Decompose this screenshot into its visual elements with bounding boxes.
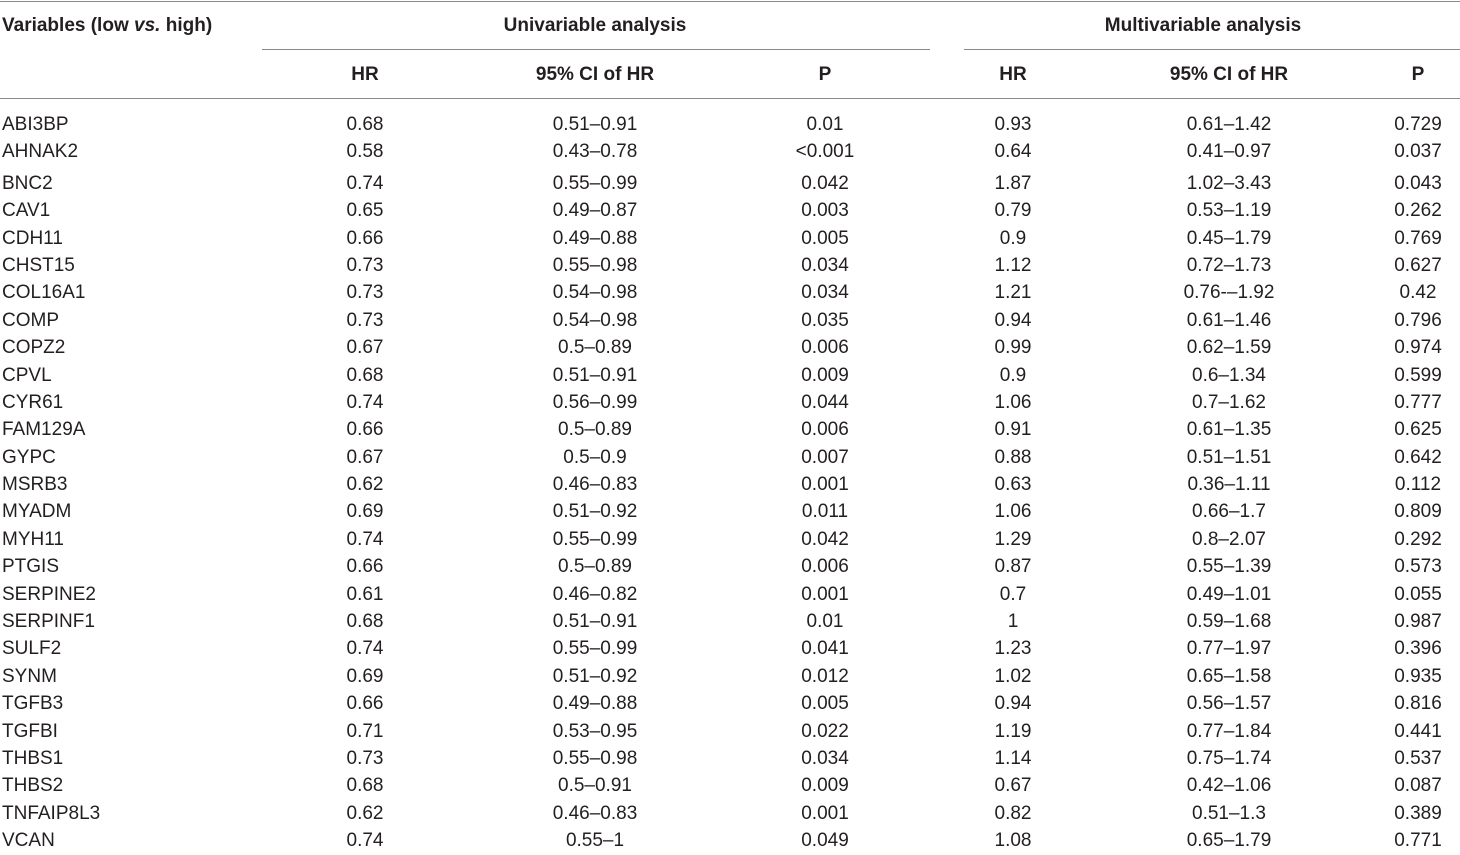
- uni-ci-cell: 0.56–0.99: [552, 391, 638, 413]
- multi-ci-cell: 0.72–1.73: [1186, 254, 1272, 276]
- table-row: [0, 663, 1460, 690]
- multi-p-cell: 0.809: [1394, 501, 1442, 523]
- uni-p-cell: 0.006: [801, 337, 849, 359]
- multi-p-cell: 0.796: [1394, 309, 1442, 331]
- multi-hr-cell: 0.9: [999, 364, 1027, 386]
- multi-p-cell: 0.987: [1394, 611, 1442, 633]
- uni-p-cell: 0.007: [801, 446, 849, 468]
- table-row: [0, 581, 1460, 608]
- multi-hr-cell: 0.64: [994, 141, 1032, 163]
- table-row: [0, 471, 1460, 498]
- variable-name: FAM129A: [2, 419, 86, 441]
- multi-ci-cell: 0.41–0.97: [1186, 141, 1272, 163]
- multi-ci-cell: 0.56–1.57: [1186, 693, 1272, 715]
- table-row: [0, 225, 1460, 252]
- uni-p-cell: 0.041: [801, 638, 849, 660]
- uni-hr-cell: 0.69: [346, 665, 384, 687]
- variable-name: SERPINE2: [2, 583, 96, 605]
- uni-ci-cell: 0.53–0.95: [552, 720, 638, 742]
- uni-ci-cell: 0.46–0.83: [552, 802, 638, 824]
- uni-ci-cell: 0.5–0.91: [558, 775, 632, 797]
- table-row: [0, 252, 1460, 279]
- table-row: [0, 772, 1460, 799]
- uni-ci-cell: 0.55–0.99: [552, 172, 638, 194]
- multi-ci-cell: 0.61–1.35: [1186, 419, 1272, 441]
- multi-ci-cell: 0.6–1.34: [1192, 364, 1266, 386]
- uni-ci-cell: 0.51–0.91: [552, 611, 638, 633]
- uni-p-cell: 0.042: [801, 528, 849, 550]
- multi-p-cell: 0.769: [1394, 227, 1442, 249]
- multi-ci-cell: 0.51–1.51: [1186, 446, 1272, 468]
- uni-ci-cell: 0.55–0.98: [552, 747, 638, 769]
- variables-header-text: Variables (low: [2, 15, 129, 36]
- multivariable-rule: [964, 49, 1460, 50]
- uni-p-cell: 0.005: [801, 227, 849, 249]
- header-bottom-rule: [0, 98, 1460, 99]
- multi-p-cell: 0.642: [1394, 446, 1442, 468]
- multi-hr-cell: 0.9: [999, 227, 1027, 249]
- variable-name: COL16A1: [2, 282, 86, 304]
- uni-ci-cell: 0.5–0.89: [558, 337, 632, 359]
- uni-ci-cell: 0.51–0.92: [552, 665, 638, 687]
- uni-hr-header: HR: [351, 64, 379, 85]
- uni-p-cell: 0.001: [801, 583, 849, 605]
- uni-p-cell: 0.001: [801, 802, 849, 824]
- variable-name: CAV1: [2, 200, 51, 222]
- uni-hr-cell: 0.66: [346, 693, 384, 715]
- variable-name: VCAN: [2, 830, 55, 852]
- variable-name: SULF2: [2, 638, 62, 660]
- uni-ci-header: 95% CI of HR: [535, 64, 655, 85]
- variable-name: CYR61: [2, 391, 64, 413]
- multi-p-cell: 0.816: [1394, 693, 1442, 715]
- uni-hr-cell: 0.65: [346, 200, 384, 222]
- table-row: [0, 170, 1460, 197]
- variable-name: CHST15: [2, 254, 75, 276]
- uni-hr-cell: 0.67: [346, 337, 384, 359]
- variable-name: BNC2: [2, 172, 53, 194]
- multi-hr-cell: 0.94: [994, 693, 1032, 715]
- uni-hr-cell: 0.73: [346, 747, 384, 769]
- uni-hr-cell: 0.73: [346, 254, 384, 276]
- multi-hr-cell: 0.63: [994, 474, 1032, 496]
- table-row: [0, 334, 1460, 361]
- table-row: [0, 307, 1460, 334]
- table-row: [0, 389, 1460, 416]
- multi-ci-cell: 0.8–2.07: [1192, 528, 1266, 550]
- variable-name: CPVL: [2, 364, 52, 386]
- multi-p-cell: 0.974: [1394, 337, 1442, 359]
- uni-ci-cell: 0.55–0.99: [552, 638, 638, 660]
- uni-hr-cell: 0.74: [346, 391, 384, 413]
- multi-p-cell: 0.043: [1394, 172, 1442, 194]
- multi-p-cell: 0.087: [1394, 775, 1442, 797]
- variable-name: ABI3BP: [2, 114, 69, 135]
- table-row: [0, 800, 1460, 827]
- uni-p-cell: 0.001: [801, 474, 849, 496]
- multi-p-cell: 0.292: [1394, 528, 1442, 550]
- multi-p-cell: 0.625: [1394, 419, 1442, 441]
- multi-p-cell: 0.771: [1394, 830, 1442, 852]
- variable-name: AHNAK2: [2, 141, 79, 163]
- uni-hr-cell: 0.68: [346, 364, 384, 386]
- variable-name: TGFB3: [2, 693, 64, 715]
- multi-p-cell: 0.599: [1394, 364, 1442, 386]
- table-row: [0, 526, 1460, 553]
- variable-name: SYNM: [2, 665, 57, 687]
- table-row: [0, 111, 1460, 138]
- uni-hr-cell: 0.68: [346, 114, 384, 135]
- multi-hr-cell: 1.87: [994, 172, 1032, 194]
- uni-ci-cell: 0.46–0.83: [552, 474, 638, 496]
- multi-hr-header: HR: [999, 64, 1027, 85]
- multi-p-cell: 0.627: [1394, 254, 1442, 276]
- uni-hr-cell: 0.68: [346, 611, 384, 633]
- uni-hr-cell: 0.62: [346, 802, 384, 824]
- multi-p-cell: 0.935: [1394, 665, 1442, 687]
- variable-name: MYH11: [2, 528, 64, 550]
- multi-hr-cell: 0.7: [999, 583, 1027, 605]
- multi-hr-cell: 1.02: [994, 665, 1032, 687]
- multi-p-cell: 0.729: [1394, 114, 1442, 135]
- multi-p-cell: 0.037: [1394, 141, 1442, 163]
- variable-name: CDH11: [2, 227, 63, 249]
- table-top-rule: [0, 1, 1460, 2]
- uni-p-cell: 0.006: [801, 556, 849, 578]
- multi-ci-header: 95% CI of HR: [1169, 64, 1289, 85]
- variable-name: MYADM: [2, 501, 72, 523]
- table-row: [0, 279, 1460, 306]
- uni-hr-cell: 0.61: [346, 583, 384, 605]
- uni-hr-cell: 0.69: [346, 501, 384, 523]
- uni-hr-cell: 0.74: [346, 830, 384, 852]
- multi-p-cell: 0.389: [1394, 802, 1442, 824]
- multi-ci-cell: 0.36–1.11: [1187, 474, 1271, 496]
- multi-ci-cell: 0.45–1.79: [1186, 227, 1272, 249]
- uni-ci-cell: 0.46–0.82: [552, 583, 638, 605]
- variable-name: COPZ2: [2, 337, 66, 359]
- uni-p-cell: 0.042: [801, 172, 849, 194]
- multi-ci-cell: 0.49–1.01: [1186, 583, 1272, 605]
- multi-p-cell: 0.055: [1394, 583, 1442, 605]
- uni-p-cell: 0.005: [801, 693, 849, 715]
- uni-p-cell: 0.034: [801, 282, 849, 304]
- uni-hr-cell: 0.66: [346, 227, 384, 249]
- uni-hr-cell: 0.68: [346, 775, 384, 797]
- multi-ci-cell: 0.76-–1.92: [1183, 282, 1275, 304]
- multi-ci-cell: 0.77–1.97: [1186, 638, 1272, 660]
- table-row: [0, 690, 1460, 717]
- multi-ci-cell: 0.55–1.39: [1186, 556, 1272, 578]
- multi-hr-cell: 1.14: [994, 747, 1032, 769]
- multi-hr-cell: 1.23: [994, 638, 1032, 660]
- variable-name: MSRB3: [2, 474, 68, 496]
- uni-hr-cell: 0.67: [346, 446, 384, 468]
- uni-p-cell: 0.044: [801, 391, 849, 413]
- table-row: [0, 745, 1460, 772]
- table-body: [0, 111, 1460, 855]
- multi-hr-cell: 1.06: [994, 391, 1032, 413]
- variable-name: GYPC: [2, 446, 56, 468]
- multi-hr-cell: 0.93: [994, 114, 1032, 135]
- multi-ci-cell: 0.42–1.06: [1186, 775, 1272, 797]
- uni-p-cell: 0.009: [801, 364, 849, 386]
- multi-p-cell: 0.396: [1394, 638, 1442, 660]
- uni-ci-cell: 0.55–1: [565, 830, 625, 852]
- multi-p-cell: 0.262: [1394, 200, 1442, 222]
- multi-hr-cell: 0.67: [994, 775, 1032, 797]
- variable-name: THBS1: [2, 747, 64, 769]
- uni-hr-cell: 0.74: [346, 528, 384, 550]
- multi-ci-cell: 0.62–1.59: [1186, 337, 1272, 359]
- uni-ci-cell: 0.49–0.87: [552, 200, 638, 222]
- multi-p-cell: 0.441: [1394, 720, 1442, 742]
- multi-hr-cell: 0.79: [994, 200, 1032, 222]
- uni-hr-cell: 0.74: [346, 172, 384, 194]
- uni-hr-cell: 0.71: [346, 720, 384, 742]
- multi-hr-cell: 0.99: [994, 337, 1032, 359]
- multi-p-cell: 0.112: [1394, 474, 1442, 496]
- uni-p-cell: 0.01: [806, 114, 844, 135]
- uni-p-cell: <0.001: [795, 141, 855, 163]
- uni-p-cell: 0.009: [801, 775, 849, 797]
- table-row: [0, 498, 1460, 525]
- uni-hr-cell: 0.73: [346, 282, 384, 304]
- uni-p-header: P: [818, 64, 832, 85]
- uni-hr-cell: 0.74: [346, 638, 384, 660]
- uni-ci-cell: 0.5–0.89: [558, 419, 632, 441]
- multi-p-cell: 0.537: [1394, 747, 1442, 769]
- multi-p-cell: 0.573: [1394, 556, 1442, 578]
- uni-ci-cell: 0.5–0.89: [558, 556, 632, 578]
- multi-ci-cell: 0.61–1.46: [1186, 309, 1272, 331]
- uni-hr-cell: 0.66: [346, 419, 384, 441]
- multi-hr-cell: 1.19: [994, 720, 1032, 742]
- multi-hr-cell: 0.87: [994, 556, 1032, 578]
- uni-p-cell: 0.006: [801, 419, 849, 441]
- multi-p-header: P: [1411, 64, 1425, 85]
- uni-ci-cell: 0.51–0.91: [552, 364, 638, 386]
- multi-p-cell: 0.42: [1399, 282, 1437, 304]
- variables-header: [2, 15, 212, 37]
- multi-hr-cell: 0.82: [994, 802, 1032, 824]
- multi-ci-cell: 0.51–1.3: [1192, 802, 1266, 824]
- variable-name: TGFBI: [2, 720, 58, 742]
- table-row: [0, 718, 1460, 745]
- uni-hr-cell: 0.62: [346, 474, 384, 496]
- uni-ci-cell: 0.51–0.91: [552, 114, 638, 135]
- uni-ci-cell: 0.55–0.98: [552, 254, 638, 276]
- multi-ci-cell: 0.65–1.58: [1186, 665, 1272, 687]
- variables-header-high: high): [165, 15, 213, 36]
- table-row: [0, 138, 1460, 165]
- multi-hr-cell: 1.12: [994, 254, 1032, 276]
- univariable-rule: [262, 49, 930, 50]
- variable-name: TNFAIP8L3: [2, 802, 101, 824]
- uni-p-cell: 0.011: [801, 501, 849, 523]
- uni-ci-cell: 0.51–0.92: [552, 501, 638, 523]
- table-row: [0, 635, 1460, 662]
- uni-p-cell: 0.012: [801, 665, 849, 687]
- variable-name: SERPINF1: [2, 611, 95, 633]
- uni-p-cell: 0.035: [801, 309, 849, 331]
- multi-hr-cell: 0.94: [994, 309, 1032, 331]
- table-row: [0, 827, 1460, 854]
- uni-ci-cell: 0.5–0.9: [563, 446, 627, 468]
- multi-hr-cell: 1.08: [994, 830, 1032, 852]
- table-row: [0, 362, 1460, 389]
- variable-name: PTGIS: [2, 556, 60, 578]
- multi-ci-cell: 0.7–1.62: [1192, 391, 1266, 413]
- table-row: [0, 608, 1460, 635]
- uni-ci-cell: 0.49–0.88: [552, 227, 638, 249]
- uni-p-cell: 0.01: [806, 611, 844, 633]
- uni-p-cell: 0.003: [801, 200, 849, 222]
- uni-p-cell: 0.034: [801, 254, 849, 276]
- uni-p-cell: 0.034: [801, 747, 849, 769]
- multi-hr-cell: 1.21: [994, 282, 1032, 304]
- uni-ci-cell: 0.55–0.99: [552, 528, 638, 550]
- table-row: [0, 444, 1460, 471]
- multi-ci-cell: 0.59–1.68: [1186, 611, 1272, 633]
- uni-p-cell: 0.049: [801, 830, 849, 852]
- uni-ci-cell: 0.54–0.98: [552, 282, 638, 304]
- multi-ci-cell: 0.77–1.84: [1186, 720, 1272, 742]
- multi-ci-cell: 0.75–1.74: [1186, 747, 1272, 769]
- multi-ci-cell: 0.53–1.19: [1186, 200, 1272, 222]
- uni-hr-cell: 0.66: [346, 556, 384, 578]
- uni-hr-cell: 0.58: [346, 141, 384, 163]
- variable-name: THBS2: [2, 775, 64, 797]
- multi-ci-cell: 0.61–1.42: [1186, 114, 1272, 135]
- multi-ci-cell: 0.66–1.7: [1192, 501, 1266, 523]
- multivariable-header: Multivariable analysis: [1104, 15, 1302, 36]
- table-row: [0, 553, 1460, 580]
- multi-ci-cell: 0.65–1.79: [1186, 830, 1272, 852]
- multi-hr-cell: 0.91: [994, 419, 1032, 441]
- variable-name: COMP: [2, 309, 59, 331]
- multi-hr-cell: 0.88: [994, 446, 1032, 468]
- uni-ci-cell: 0.43–0.78: [552, 141, 638, 163]
- multi-hr-cell: 1: [1007, 611, 1019, 633]
- multi-ci-cell: 1.02–3.43: [1186, 172, 1272, 194]
- uni-p-cell: 0.022: [801, 720, 849, 742]
- univariable-header: Univariable analysis: [503, 15, 687, 36]
- multi-hr-cell: 1.06: [994, 501, 1032, 523]
- uni-hr-cell: 0.73: [346, 309, 384, 331]
- vs-italic: vs.: [134, 15, 161, 36]
- table-row: [0, 197, 1460, 224]
- uni-ci-cell: 0.49–0.88: [552, 693, 638, 715]
- uni-ci-cell: 0.54–0.98: [552, 309, 638, 331]
- table-row: [0, 416, 1460, 443]
- multi-p-cell: 0.777: [1394, 391, 1442, 413]
- multi-hr-cell: 1.29: [994, 528, 1032, 550]
